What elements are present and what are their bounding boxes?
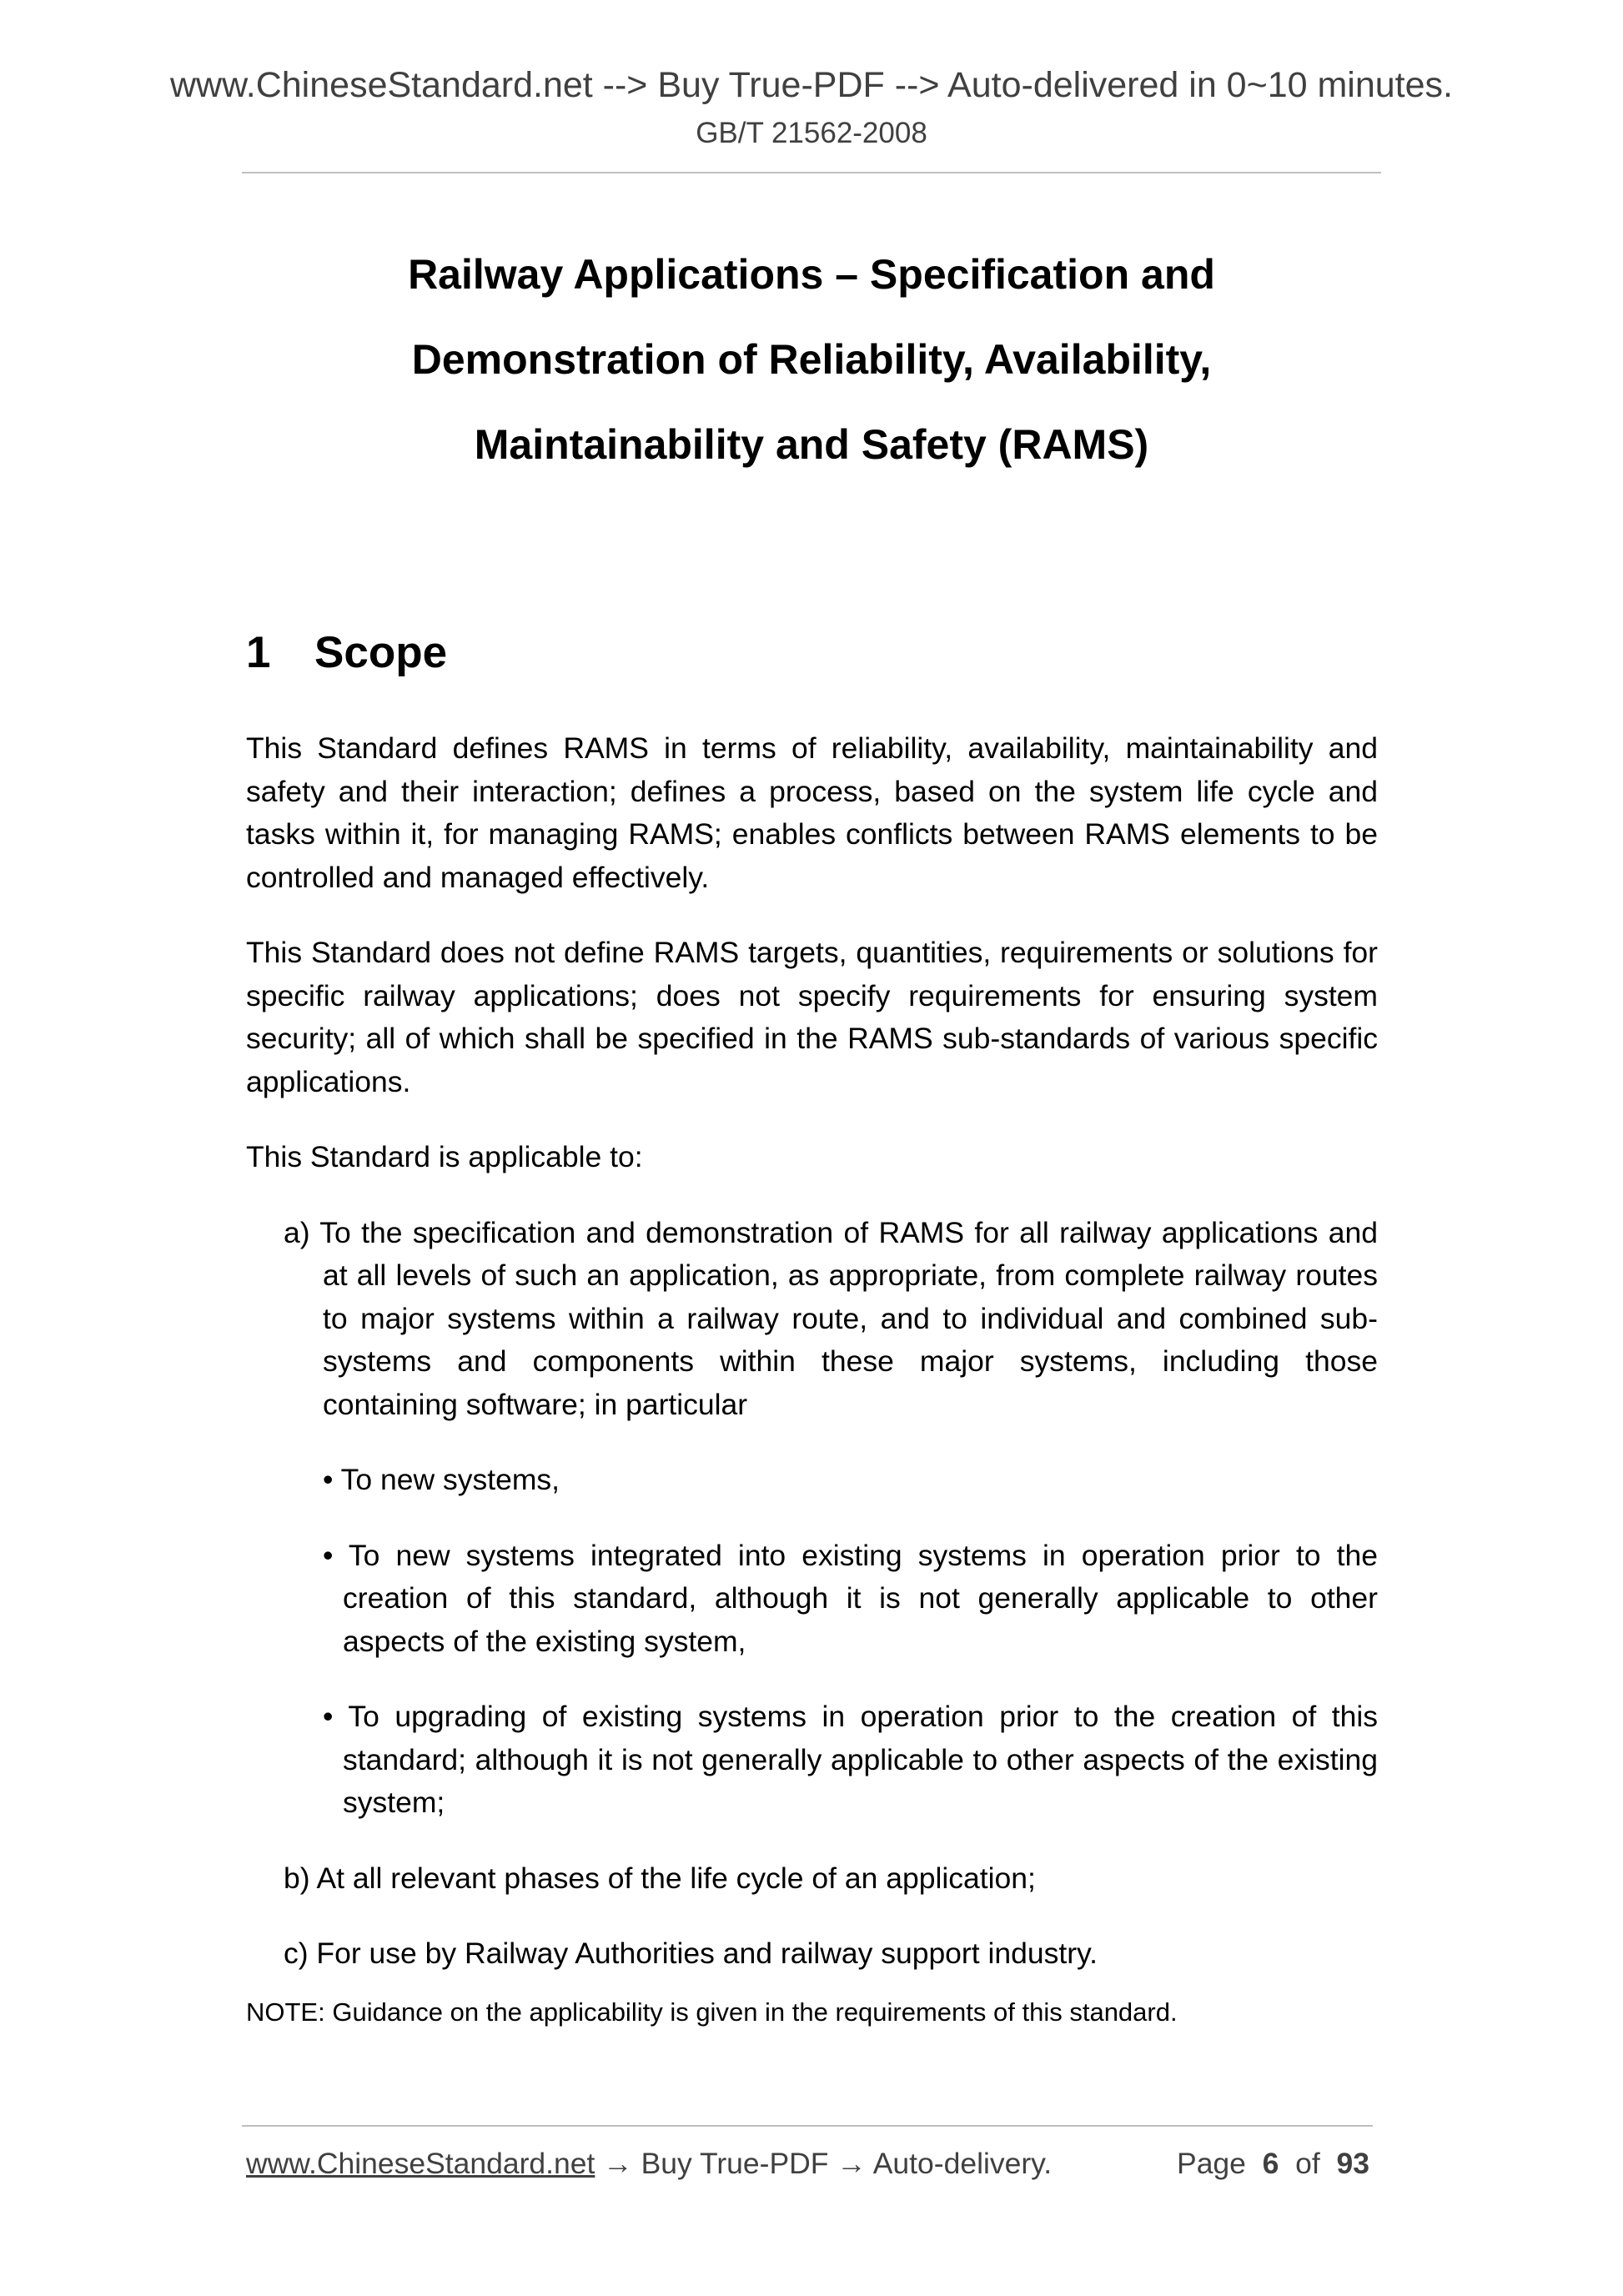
standard-number: GB/T 21562-2008 [696, 117, 927, 149]
footer-website-link[interactable]: www.ChineseStandard.net [246, 2147, 595, 2180]
footer-promo-text: → Buy True-PDF → Auto-delivery. [595, 2147, 1053, 2180]
body-text [246, 727, 1378, 2062]
bullet-item-1: • To new systems, [323, 1463, 560, 1496]
title-line-1: Railway Applications – Specification and [408, 251, 1215, 298]
title-line-2: Demonstration of Reliability, Availability, [411, 336, 1212, 383]
header-divider [242, 172, 1381, 173]
section-title: Scope [314, 628, 448, 677]
page-indicator [1177, 2147, 1369, 2181]
total-pages: 93 [1336, 2147, 1369, 2180]
page-label: Page [1177, 2147, 1246, 2180]
list-item-c: c) For use by Railway Authorities and railway support industry. [284, 1937, 1098, 1970]
paragraph-2: This Standard does not define RAMS targets, quantities, requirements or solutions for specific railway applications; does not specify requirements for ensuring system security; all of which shall be specified in the RAMS sub-standards of various specific applications. [246, 936, 1378, 1098]
header-banner: www.ChineseStandard.net --> Buy True-PDF --> Auto-delivered in 0~10 minutes. [169, 65, 1453, 105]
title-line-3: Maintainability and Safety (RAMS) [474, 421, 1149, 468]
list-item-a: a) To the specification and demonstration of RAMS for all railway applications and at all levels of such an application, as appropriate, from complete railway routes to major systems within a railway route, and to individual and combined sub-systems and components within these major systems, including those containing software; in particular [284, 1215, 1378, 1421]
document-title [242, 232, 1381, 487]
list-item-b: b) At all relevant phases of the life cycle of an application; [284, 1861, 1036, 1895]
note: NOTE: Guidance on the applicability is given in the requirements of this standard. [246, 1997, 1178, 2027]
section-heading [246, 627, 447, 678]
of-label: of [1295, 2147, 1320, 2180]
bullet-item-3: • To upgrading of existing systems in operation prior to the creation of this standard; although it is not generally applicable to other aspects of the existing system; [323, 1700, 1378, 1819]
footer-promo [246, 2147, 1052, 2181]
section-number: 1 [246, 628, 271, 677]
paragraph-1: This Standard defines RAMS in terms of reliability, availability, maintainability and safety and their interaction; defines a process, based on the system life cycle and tasks within it, for managing RAMS; enables conflicts between RAMS elements to be controlled and managed effectively. [246, 731, 1378, 894]
bullet-item-2: • To new systems integrated into existing systems in operation prior to the creation of this standard, although it is not generally applicable to other aspects of the existing system, [323, 1538, 1378, 1658]
page-number: 6 [1262, 2147, 1279, 2180]
paragraph-3: This Standard is applicable to: [246, 1140, 643, 1173]
footer-divider [242, 2125, 1373, 2127]
